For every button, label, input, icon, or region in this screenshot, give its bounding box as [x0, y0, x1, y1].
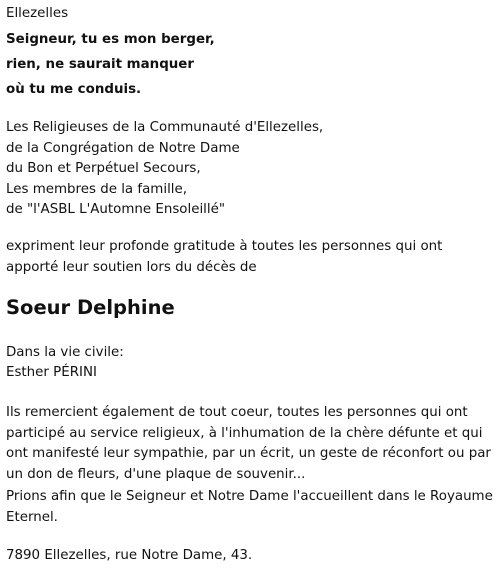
address-line: 7890 Ellezelles, rue Notre Dame, 43.: [6, 548, 253, 563]
civil-name-block: [6, 343, 124, 383]
verse-line: rien, ne saurait manquer: [6, 57, 194, 72]
verse-line: Seigneur, tu es mon berger,: [6, 32, 215, 47]
civil-label: Dans la vie civile:: [6, 345, 124, 360]
thanks-paragraph: [6, 403, 491, 485]
place-name: Ellezelles: [6, 6, 69, 21]
sender-line: de "l'ASBL L'Automne Ensoleillé": [6, 202, 226, 217]
sender-line: Les membres de la famille,: [6, 181, 188, 197]
prayer-paragraph: [6, 487, 493, 528]
thanks-line: participé au service religieux, à l'inhumation de la chère défunte et qui: [6, 425, 483, 441]
verse-block: [6, 27, 215, 102]
verse-line: où tu me conduis.: [6, 82, 142, 97]
senders-block: [6, 118, 323, 221]
thanks-line: un don de fleurs, d'une plaque de souvenir...: [6, 466, 306, 482]
sender-line: du Bon et Perpétuel Secours,: [6, 161, 201, 176]
thanks-line: Ils remercient également de tout coeur, toutes les personnes qui ont: [6, 405, 468, 420]
gratitude-line: apporté leur soutien lors du décès de: [6, 259, 257, 275]
deceased-name: Soeur Delphine: [6, 296, 175, 319]
sender-line: de la Congrégation de Notre Dame: [6, 140, 240, 156]
thanks-line: ont manifesté leur sympathie, par un écrit, un geste de réconfort ou par: [6, 446, 491, 461]
sender-line: Les Religieuses de la Communauté d'Ellezelles,: [6, 120, 324, 135]
gratitude-line: expriment leur profonde gratitude à toutes les personnes qui ont: [6, 239, 443, 254]
place-heading: [6, 4, 68, 24]
civil-name: Esther PÉRINI: [6, 365, 97, 380]
gratitude-paragraph: [6, 237, 442, 278]
prayer-line: Eternel.: [6, 509, 58, 525]
prayer-line: Prions afin que le Seigneur et Notre Dame l'accueillent dans le Royaume: [6, 489, 493, 504]
